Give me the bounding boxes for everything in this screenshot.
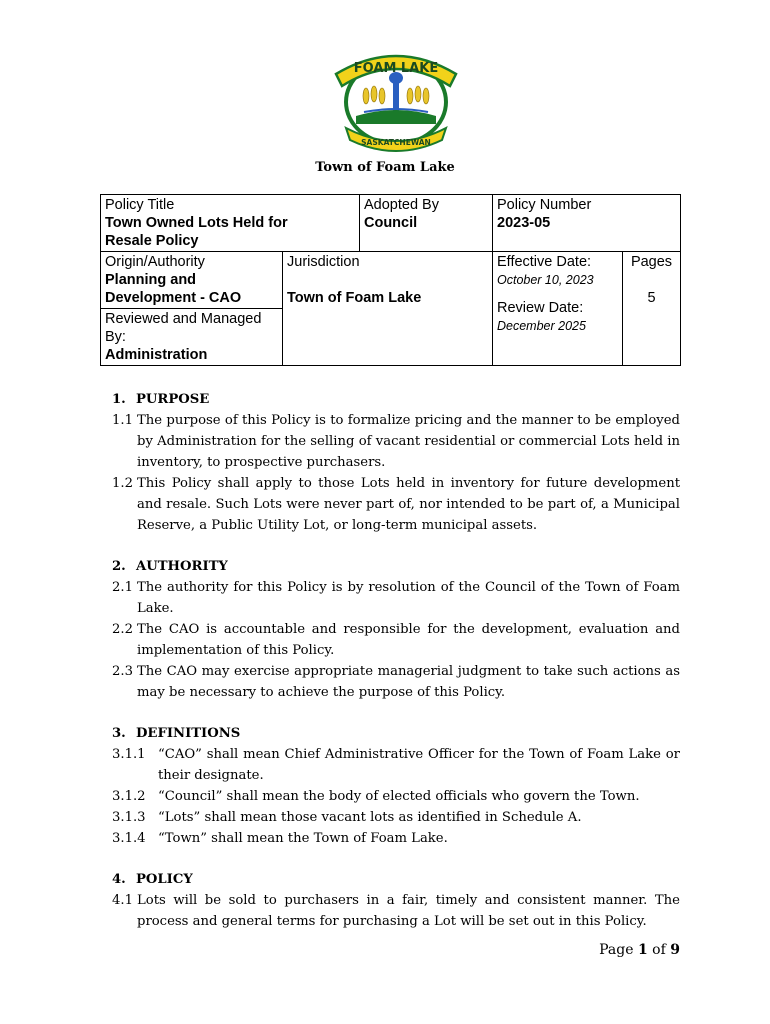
section-title: AUTHORITY bbox=[136, 559, 228, 574]
policy-number-label: Policy Number bbox=[497, 197, 592, 213]
item-text: The CAO is accountable and responsible for the development, evaluation and implementation of this Policy. bbox=[137, 622, 680, 658]
logo-top-text: FOAM LAKE bbox=[353, 61, 439, 76]
item-text: The authority for this Policy is by resolution of the Council of the Town of Foam Lake. bbox=[137, 580, 680, 616]
policy-number-cell bbox=[493, 195, 681, 252]
jurisdiction-cell bbox=[283, 252, 493, 366]
section-title: DEFINITIONS bbox=[136, 726, 241, 741]
item-number: 1.1 bbox=[112, 413, 133, 428]
item-number: 2.2 bbox=[112, 622, 133, 637]
review-date-label: Review Date: bbox=[497, 300, 584, 316]
policy-title-value-line1: Town Owned Lots Held for bbox=[105, 215, 288, 231]
review-date-value: December 2025 bbox=[497, 319, 586, 333]
reviewed-label-line2: By: bbox=[105, 329, 126, 345]
item-text: The CAO may exercise appropriate managerial judgment to take such actions as may be necessary to achieve the purpose of this Policy. bbox=[137, 664, 680, 700]
current-page-number: 1 bbox=[637, 942, 648, 958]
of-word: of bbox=[652, 942, 666, 958]
policy-info-table bbox=[100, 194, 681, 366]
section-heading bbox=[112, 556, 680, 577]
section-title: POLICY bbox=[136, 872, 193, 887]
town-crest-logo bbox=[328, 44, 464, 154]
policy-body bbox=[112, 389, 680, 932]
section-heading bbox=[112, 869, 680, 890]
list-item bbox=[112, 786, 680, 807]
pages-label: Pages bbox=[630, 254, 673, 270]
list-item bbox=[112, 619, 680, 661]
origin-value-line2: Development - CAO bbox=[105, 290, 242, 306]
list-item bbox=[112, 473, 680, 536]
list-item bbox=[112, 661, 680, 703]
policy-number-value: 2023-05 bbox=[497, 215, 551, 231]
effective-date-value: October 10, 2023 bbox=[497, 273, 594, 287]
item-text: “Town” shall mean the Town of Foam Lake. bbox=[158, 831, 448, 846]
item-text: “Lots” shall mean those vacant lots as identified in Schedule A. bbox=[158, 810, 582, 825]
page-footer bbox=[599, 942, 680, 958]
adopted-by-cell bbox=[360, 195, 493, 252]
item-number: 2.3 bbox=[112, 664, 133, 679]
item-text: “Council” shall mean the body of elected officials who govern the Town. bbox=[158, 789, 640, 804]
item-text: “CAO” shall mean Chief Administrative Officer for the Town of Foam Lake or their designate. bbox=[158, 747, 680, 783]
section-number: 1. bbox=[112, 392, 126, 407]
page-word: Page bbox=[599, 942, 634, 958]
section-authority bbox=[112, 556, 680, 703]
item-number: 3.1.2 bbox=[112, 789, 146, 804]
section-title: PURPOSE bbox=[136, 392, 210, 407]
policy-title-label: Policy Title bbox=[105, 197, 175, 213]
list-item bbox=[112, 828, 680, 849]
jurisdiction-value: Town of Foam Lake bbox=[287, 290, 422, 306]
total-pages-number: 9 bbox=[670, 942, 680, 958]
reviewed-cell bbox=[101, 309, 283, 366]
section-heading bbox=[112, 723, 680, 744]
section-policy bbox=[112, 869, 680, 932]
item-number: 1.2 bbox=[112, 476, 133, 491]
policy-title-value-line2: Resale Policy bbox=[105, 233, 199, 249]
reviewed-value: Administration bbox=[105, 347, 208, 363]
section-purpose bbox=[112, 389, 680, 536]
adopted-by-value: Council bbox=[364, 215, 418, 231]
list-item bbox=[112, 744, 680, 786]
effective-date-label: Effective Date: bbox=[497, 254, 592, 270]
item-number: 3.1.3 bbox=[112, 810, 146, 825]
dates-cell bbox=[493, 252, 623, 366]
item-number: 4.1 bbox=[112, 893, 133, 908]
origin-cell bbox=[101, 252, 283, 309]
item-text: This Policy shall apply to those Lots held in inventory for future development and resale. Such Lots were never part of, nor intended to be part of, a Municipal Reserve, a Public Utility Lot, or long-term municipal assets. bbox=[137, 476, 680, 533]
list-item bbox=[112, 890, 680, 932]
list-item bbox=[112, 807, 680, 828]
item-text: Lots will be sold to purchasers in a fair, timely and consistent manner. The process and general terms for purchasing a Lot will be set out in this Policy. bbox=[137, 893, 680, 929]
item-text: The purpose of this Policy is to formalize pricing and the manner to be employed by Administration for the selling of vacant residential or commercial Lots held in inventory, to prospective purchasers. bbox=[137, 413, 680, 470]
origin-value-line1: Planning and bbox=[105, 272, 197, 288]
pages-cell bbox=[623, 252, 681, 366]
section-number: 3. bbox=[112, 726, 126, 741]
section-heading bbox=[112, 389, 680, 410]
item-number: 3.1.1 bbox=[112, 747, 146, 762]
policy-title-cell bbox=[101, 195, 360, 252]
section-number: 2. bbox=[112, 559, 126, 574]
logo-bottom-text: SASKATCHEWAN bbox=[361, 138, 431, 147]
origin-label: Origin/Authority bbox=[105, 254, 205, 270]
pages-value: 5 bbox=[647, 290, 656, 306]
item-number: 3.1.4 bbox=[112, 831, 146, 846]
town-title: Town of Foam Lake bbox=[315, 160, 455, 175]
section-definitions bbox=[112, 723, 680, 849]
section-number: 4. bbox=[112, 872, 126, 887]
reviewed-label-line1: Reviewed and Managed bbox=[105, 311, 262, 327]
list-item bbox=[112, 577, 680, 619]
adopted-by-label: Adopted By bbox=[364, 197, 439, 213]
jurisdiction-label: Jurisdiction bbox=[287, 254, 360, 270]
item-number: 2.1 bbox=[112, 580, 133, 595]
list-item bbox=[112, 410, 680, 473]
